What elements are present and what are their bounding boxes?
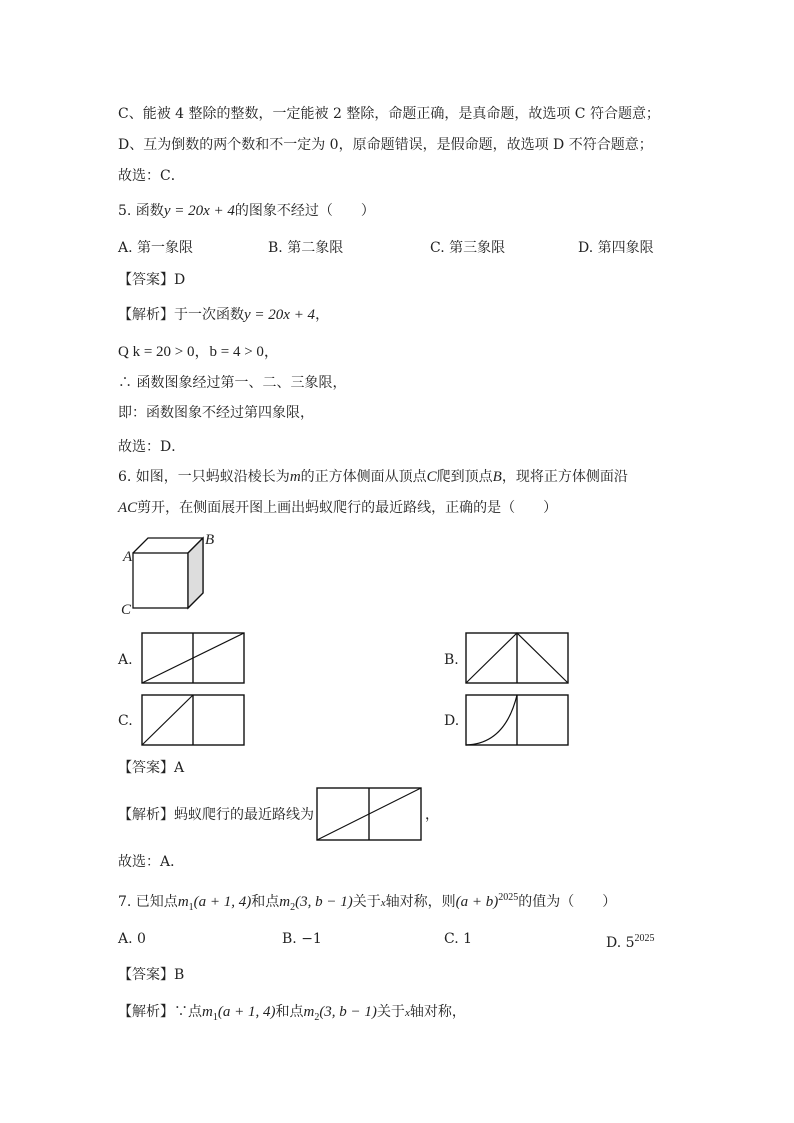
q7-stem: 7. 已知点$m_1(a + 1$, 4)和点$m_2(3$, b − 1)关于x轴对称，则$(a + b)^{2025}$的值为（ ） bbox=[118, 892, 617, 913]
q5-option-c: C. 第三象限 bbox=[430, 240, 506, 256]
q7-answer: 【答案】B bbox=[118, 967, 185, 983]
text-choose-c: 故选：C． bbox=[118, 168, 185, 184]
option-a-figure bbox=[141, 632, 245, 684]
option-b-figure bbox=[465, 632, 569, 684]
q5-choose: 故选：D． bbox=[118, 439, 186, 455]
q6-option-c: C. bbox=[118, 713, 133, 729]
q5-option-a: A. 第一象限 bbox=[118, 240, 194, 256]
q6-option-b: B. bbox=[444, 652, 459, 668]
q7-option-a: A. 0 bbox=[118, 931, 146, 947]
q5-option-b: B. 第二象限 bbox=[268, 240, 344, 256]
explanation-figure bbox=[316, 787, 422, 841]
cube-figure bbox=[118, 528, 218, 618]
q6-option-a: A. bbox=[118, 652, 133, 668]
q5-stem: 5. 函数y = 20x + 4的图象不经过（ ） bbox=[118, 203, 375, 219]
q7-option-d: D. $5^{2025}$ bbox=[606, 933, 655, 951]
cube-label-a: A bbox=[123, 549, 133, 565]
q6-stem-line1: 6. 如图，一只蚂蚁沿棱长为m的正方体侧面从顶点C爬到顶点B，现将正方体侧面沿 bbox=[118, 469, 628, 485]
q6-explanation: 【解析】蚂蚁爬行的最近路线为 bbox=[118, 807, 314, 823]
text-line-d: D、互为倒数的两个数和不一定为 0，原命题错误，是假命题，故选项 D 不符合题意； bbox=[118, 137, 653, 153]
cube-label-b: B bbox=[205, 532, 215, 548]
option-c-figure bbox=[141, 694, 245, 746]
q5-option-d: D. 第四象限 bbox=[578, 240, 654, 256]
q7-option-c: C. 1 bbox=[444, 931, 473, 947]
q5-explanation-4: 即：函数图象不经过第四象限， bbox=[118, 405, 314, 421]
option-d-figure bbox=[465, 694, 569, 746]
q5-explanation-3: ∴ 函数图象经过第一、二、三象限， bbox=[118, 375, 347, 391]
q6-stem-line2: AC剪开，在侧面展开图上画出蚂蚁爬行的最近路线，正确的是（ ） bbox=[118, 500, 558, 516]
q6-answer: 【答案】A bbox=[118, 760, 185, 776]
q5-explanation: 【解析】于一次函数y = 20x + 4， bbox=[118, 307, 330, 323]
q6-choose: 故选：A． bbox=[118, 854, 185, 870]
q5-explanation-2: Q k = 20 > 0，b = 4 > 0， bbox=[118, 344, 279, 360]
cube-label-c: C bbox=[121, 602, 132, 618]
q7-option-b: B. −1 bbox=[282, 931, 322, 947]
q6-explanation-tail: ， bbox=[425, 807, 439, 823]
q5-answer: 【答案】D bbox=[118, 272, 186, 288]
q6-option-d: D. bbox=[444, 713, 460, 729]
text-line-c: C、能被 4 整除的整数，一定能被 2 整除，命题正确，是真命题，故选项 C 符合题意； bbox=[118, 106, 660, 122]
q7-explanation: 【解析】∵点$m_1(a + 1$, 4)和点$m_2(3$, b − 1)关于x轴对称， bbox=[118, 1004, 466, 1023]
